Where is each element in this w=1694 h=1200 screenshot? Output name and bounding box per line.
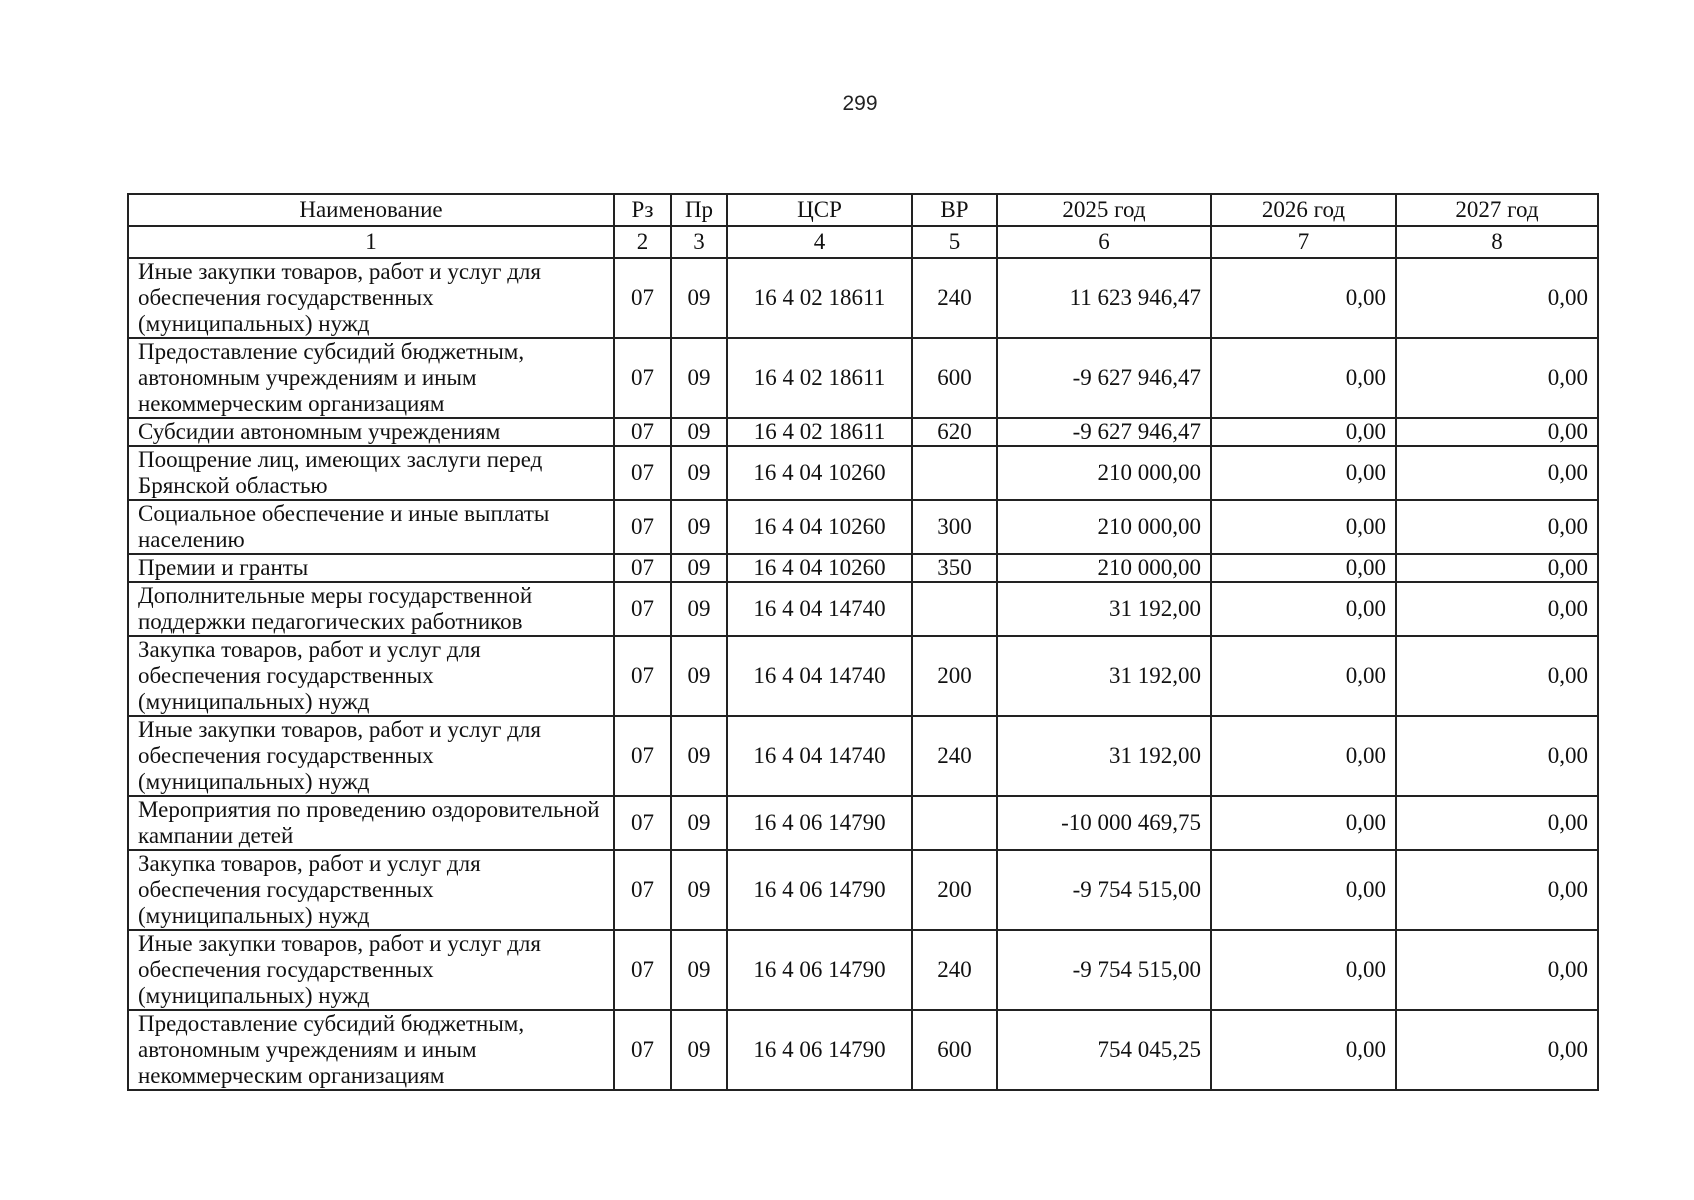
- row-csr-cell: 16 4 04 10260: [727, 554, 912, 582]
- row-csr-cell: 16 4 04 14740: [727, 716, 912, 796]
- row-vr-cell: 600: [912, 338, 997, 418]
- table-row: [128, 418, 1598, 446]
- row-2027-cell: 0,00: [1396, 258, 1598, 338]
- table-row: [128, 582, 1598, 636]
- column-number: 3: [671, 226, 727, 258]
- row-2027-cell: 0,00: [1396, 716, 1598, 796]
- row-2025-cell: -10 000 469,75: [997, 796, 1211, 850]
- table-row: [128, 500, 1598, 554]
- row-name-cell: Иные закупки товаров, работ и услуг для обеспечения государственных (муниципальных) нужд: [128, 258, 614, 338]
- row-2026-cell: 0,00: [1211, 582, 1396, 636]
- row-csr-cell: 16 4 06 14790: [727, 796, 912, 850]
- row-pr-cell: 09: [671, 338, 727, 418]
- row-name-cell: Иные закупки товаров, работ и услуг для обеспечения государственных (муниципальных) нужд: [128, 716, 614, 796]
- row-2027-cell: 0,00: [1396, 446, 1598, 500]
- table-row: [128, 1010, 1598, 1090]
- row-name-cell: Мероприятия по проведению оздоровительной кампании детей: [128, 796, 614, 850]
- row-2026-cell: 0,00: [1211, 418, 1396, 446]
- column-number: 4: [727, 226, 912, 258]
- row-pr-cell: 09: [671, 258, 727, 338]
- table-row: [128, 338, 1598, 418]
- row-2026-cell: 0,00: [1211, 446, 1396, 500]
- row-name-cell: Предоставление субсидий бюджетным, автономным учреждениям и иным некоммерческим организациям: [128, 1010, 614, 1090]
- row-2027-cell: 0,00: [1396, 636, 1598, 716]
- row-2026-cell: 0,00: [1211, 930, 1396, 1010]
- row-2027-cell: 0,00: [1396, 850, 1598, 930]
- row-csr-cell: 16 4 02 18611: [727, 338, 912, 418]
- row-2025-cell: 31 192,00: [997, 582, 1211, 636]
- row-pr-cell: 09: [671, 446, 727, 500]
- table-row: [128, 796, 1598, 850]
- row-pr-cell: 09: [671, 1010, 727, 1090]
- row-2027-cell: 0,00: [1396, 796, 1598, 850]
- row-vr-cell: 200: [912, 850, 997, 930]
- row-csr-cell: 16 4 04 14740: [727, 582, 912, 636]
- row-vr-cell: 350: [912, 554, 997, 582]
- row-2025-cell: 210 000,00: [997, 554, 1211, 582]
- row-pr-cell: 09: [671, 554, 727, 582]
- row-csr-cell: 16 4 06 14790: [727, 1010, 912, 1090]
- row-2025-cell: -9 627 946,47: [997, 338, 1211, 418]
- column-number: 8: [1396, 226, 1598, 258]
- header-name: Наименование: [128, 194, 614, 226]
- table-body: [128, 258, 1598, 1090]
- column-number: 6: [997, 226, 1211, 258]
- row-rz-cell: 07: [614, 930, 671, 1010]
- table-row: [128, 930, 1598, 1010]
- row-2027-cell: 0,00: [1396, 554, 1598, 582]
- row-csr-cell: 16 4 04 14740: [727, 636, 912, 716]
- row-2025-cell: 754 045,25: [997, 1010, 1211, 1090]
- row-vr-cell: 200: [912, 636, 997, 716]
- row-name-cell: Социальное обеспечение и иные выплаты населению: [128, 500, 614, 554]
- column-number: 1: [128, 226, 614, 258]
- row-vr-cell: 620: [912, 418, 997, 446]
- row-2027-cell: 0,00: [1396, 1010, 1598, 1090]
- row-vr-cell: [912, 582, 997, 636]
- row-pr-cell: 09: [671, 418, 727, 446]
- row-vr-cell: 240: [912, 930, 997, 1010]
- header-csr: ЦСР: [727, 194, 912, 226]
- row-pr-cell: 09: [671, 500, 727, 554]
- row-rz-cell: 07: [614, 582, 671, 636]
- table-row: [128, 258, 1598, 338]
- row-csr-cell: 16 4 06 14790: [727, 850, 912, 930]
- header-rz: Рз: [614, 194, 671, 226]
- row-2027-cell: 0,00: [1396, 582, 1598, 636]
- table-row: [128, 446, 1598, 500]
- row-2027-cell: 0,00: [1396, 930, 1598, 1010]
- row-csr-cell: 16 4 04 10260: [727, 446, 912, 500]
- row-rz-cell: 07: [614, 554, 671, 582]
- row-name-cell: Предоставление субсидий бюджетным, автономным учреждениям и иным некоммерческим организациям: [128, 338, 614, 418]
- row-vr-cell: [912, 446, 997, 500]
- row-2025-cell: 31 192,00: [997, 636, 1211, 716]
- row-pr-cell: 09: [671, 636, 727, 716]
- row-2025-cell: -9 754 515,00: [997, 850, 1211, 930]
- column-number: 7: [1211, 226, 1396, 258]
- row-pr-cell: 09: [671, 582, 727, 636]
- row-rz-cell: 07: [614, 636, 671, 716]
- row-vr-cell: 240: [912, 716, 997, 796]
- row-rz-cell: 07: [614, 500, 671, 554]
- row-vr-cell: 240: [912, 258, 997, 338]
- row-rz-cell: 07: [614, 796, 671, 850]
- row-rz-cell: 07: [614, 716, 671, 796]
- row-2025-cell: -9 627 946,47: [997, 418, 1211, 446]
- row-pr-cell: 09: [671, 796, 727, 850]
- row-2026-cell: 0,00: [1211, 500, 1396, 554]
- column-number: 5: [912, 226, 997, 258]
- row-rz-cell: 07: [614, 446, 671, 500]
- row-csr-cell: 16 4 02 18611: [727, 418, 912, 446]
- row-rz-cell: 07: [614, 1010, 671, 1090]
- column-number: 2: [614, 226, 671, 258]
- row-2026-cell: 0,00: [1211, 1010, 1396, 1090]
- row-2025-cell: 210 000,00: [997, 500, 1211, 554]
- row-name-cell: Закупка товаров, работ и услуг для обеспечения государственных (муниципальных) нужд: [128, 850, 614, 930]
- column-number-row: [128, 226, 1598, 258]
- table-row: [128, 716, 1598, 796]
- header-2025: 2025 год: [997, 194, 1211, 226]
- row-2025-cell: 210 000,00: [997, 446, 1211, 500]
- row-2027-cell: 0,00: [1396, 338, 1598, 418]
- table-row: [128, 850, 1598, 930]
- table-row: [128, 636, 1598, 716]
- row-2027-cell: 0,00: [1396, 500, 1598, 554]
- row-2026-cell: 0,00: [1211, 636, 1396, 716]
- page-number: 299: [842, 92, 878, 115]
- row-name-cell: Закупка товаров, работ и услуг для обеспечения государственных (муниципальных) нужд: [128, 636, 614, 716]
- row-2025-cell: 11 623 946,47: [997, 258, 1211, 338]
- row-rz-cell: 07: [614, 338, 671, 418]
- row-2027-cell: 0,00: [1396, 418, 1598, 446]
- header-2026: 2026 год: [1211, 194, 1396, 226]
- row-name-cell: Премии и гранты: [128, 554, 614, 582]
- table-row: [128, 554, 1598, 582]
- row-2026-cell: 0,00: [1211, 850, 1396, 930]
- row-2026-cell: 0,00: [1211, 554, 1396, 582]
- row-2026-cell: 0,00: [1211, 338, 1396, 418]
- row-pr-cell: 09: [671, 930, 727, 1010]
- row-rz-cell: 07: [614, 258, 671, 338]
- row-rz-cell: 07: [614, 418, 671, 446]
- row-csr-cell: 16 4 06 14790: [727, 930, 912, 1010]
- row-csr-cell: 16 4 02 18611: [727, 258, 912, 338]
- row-name-cell: Дополнительные меры государственной поддержки педагогических работников: [128, 582, 614, 636]
- row-2026-cell: 0,00: [1211, 258, 1396, 338]
- row-name-cell: Поощрение лиц, имеющих заслуги перед Брянской областью: [128, 446, 614, 500]
- header-vr: ВР: [912, 194, 997, 226]
- row-rz-cell: 07: [614, 850, 671, 930]
- row-pr-cell: 09: [671, 716, 727, 796]
- row-2026-cell: 0,00: [1211, 796, 1396, 850]
- row-pr-cell: 09: [671, 850, 727, 930]
- header-pr: Пр: [671, 194, 727, 226]
- row-csr-cell: 16 4 04 10260: [727, 500, 912, 554]
- row-vr-cell: [912, 796, 997, 850]
- header-row: [128, 194, 1598, 226]
- row-name-cell: Субсидии автономным учреждениям: [128, 418, 614, 446]
- header-2027: 2027 год: [1396, 194, 1598, 226]
- budget-table: [127, 193, 1599, 1091]
- row-2025-cell: -9 754 515,00: [997, 930, 1211, 1010]
- row-2026-cell: 0,00: [1211, 716, 1396, 796]
- row-name-cell: Иные закупки товаров, работ и услуг для обеспечения государственных (муниципальных) нужд: [128, 930, 614, 1010]
- row-vr-cell: 300: [912, 500, 997, 554]
- row-2025-cell: 31 192,00: [997, 716, 1211, 796]
- row-vr-cell: 600: [912, 1010, 997, 1090]
